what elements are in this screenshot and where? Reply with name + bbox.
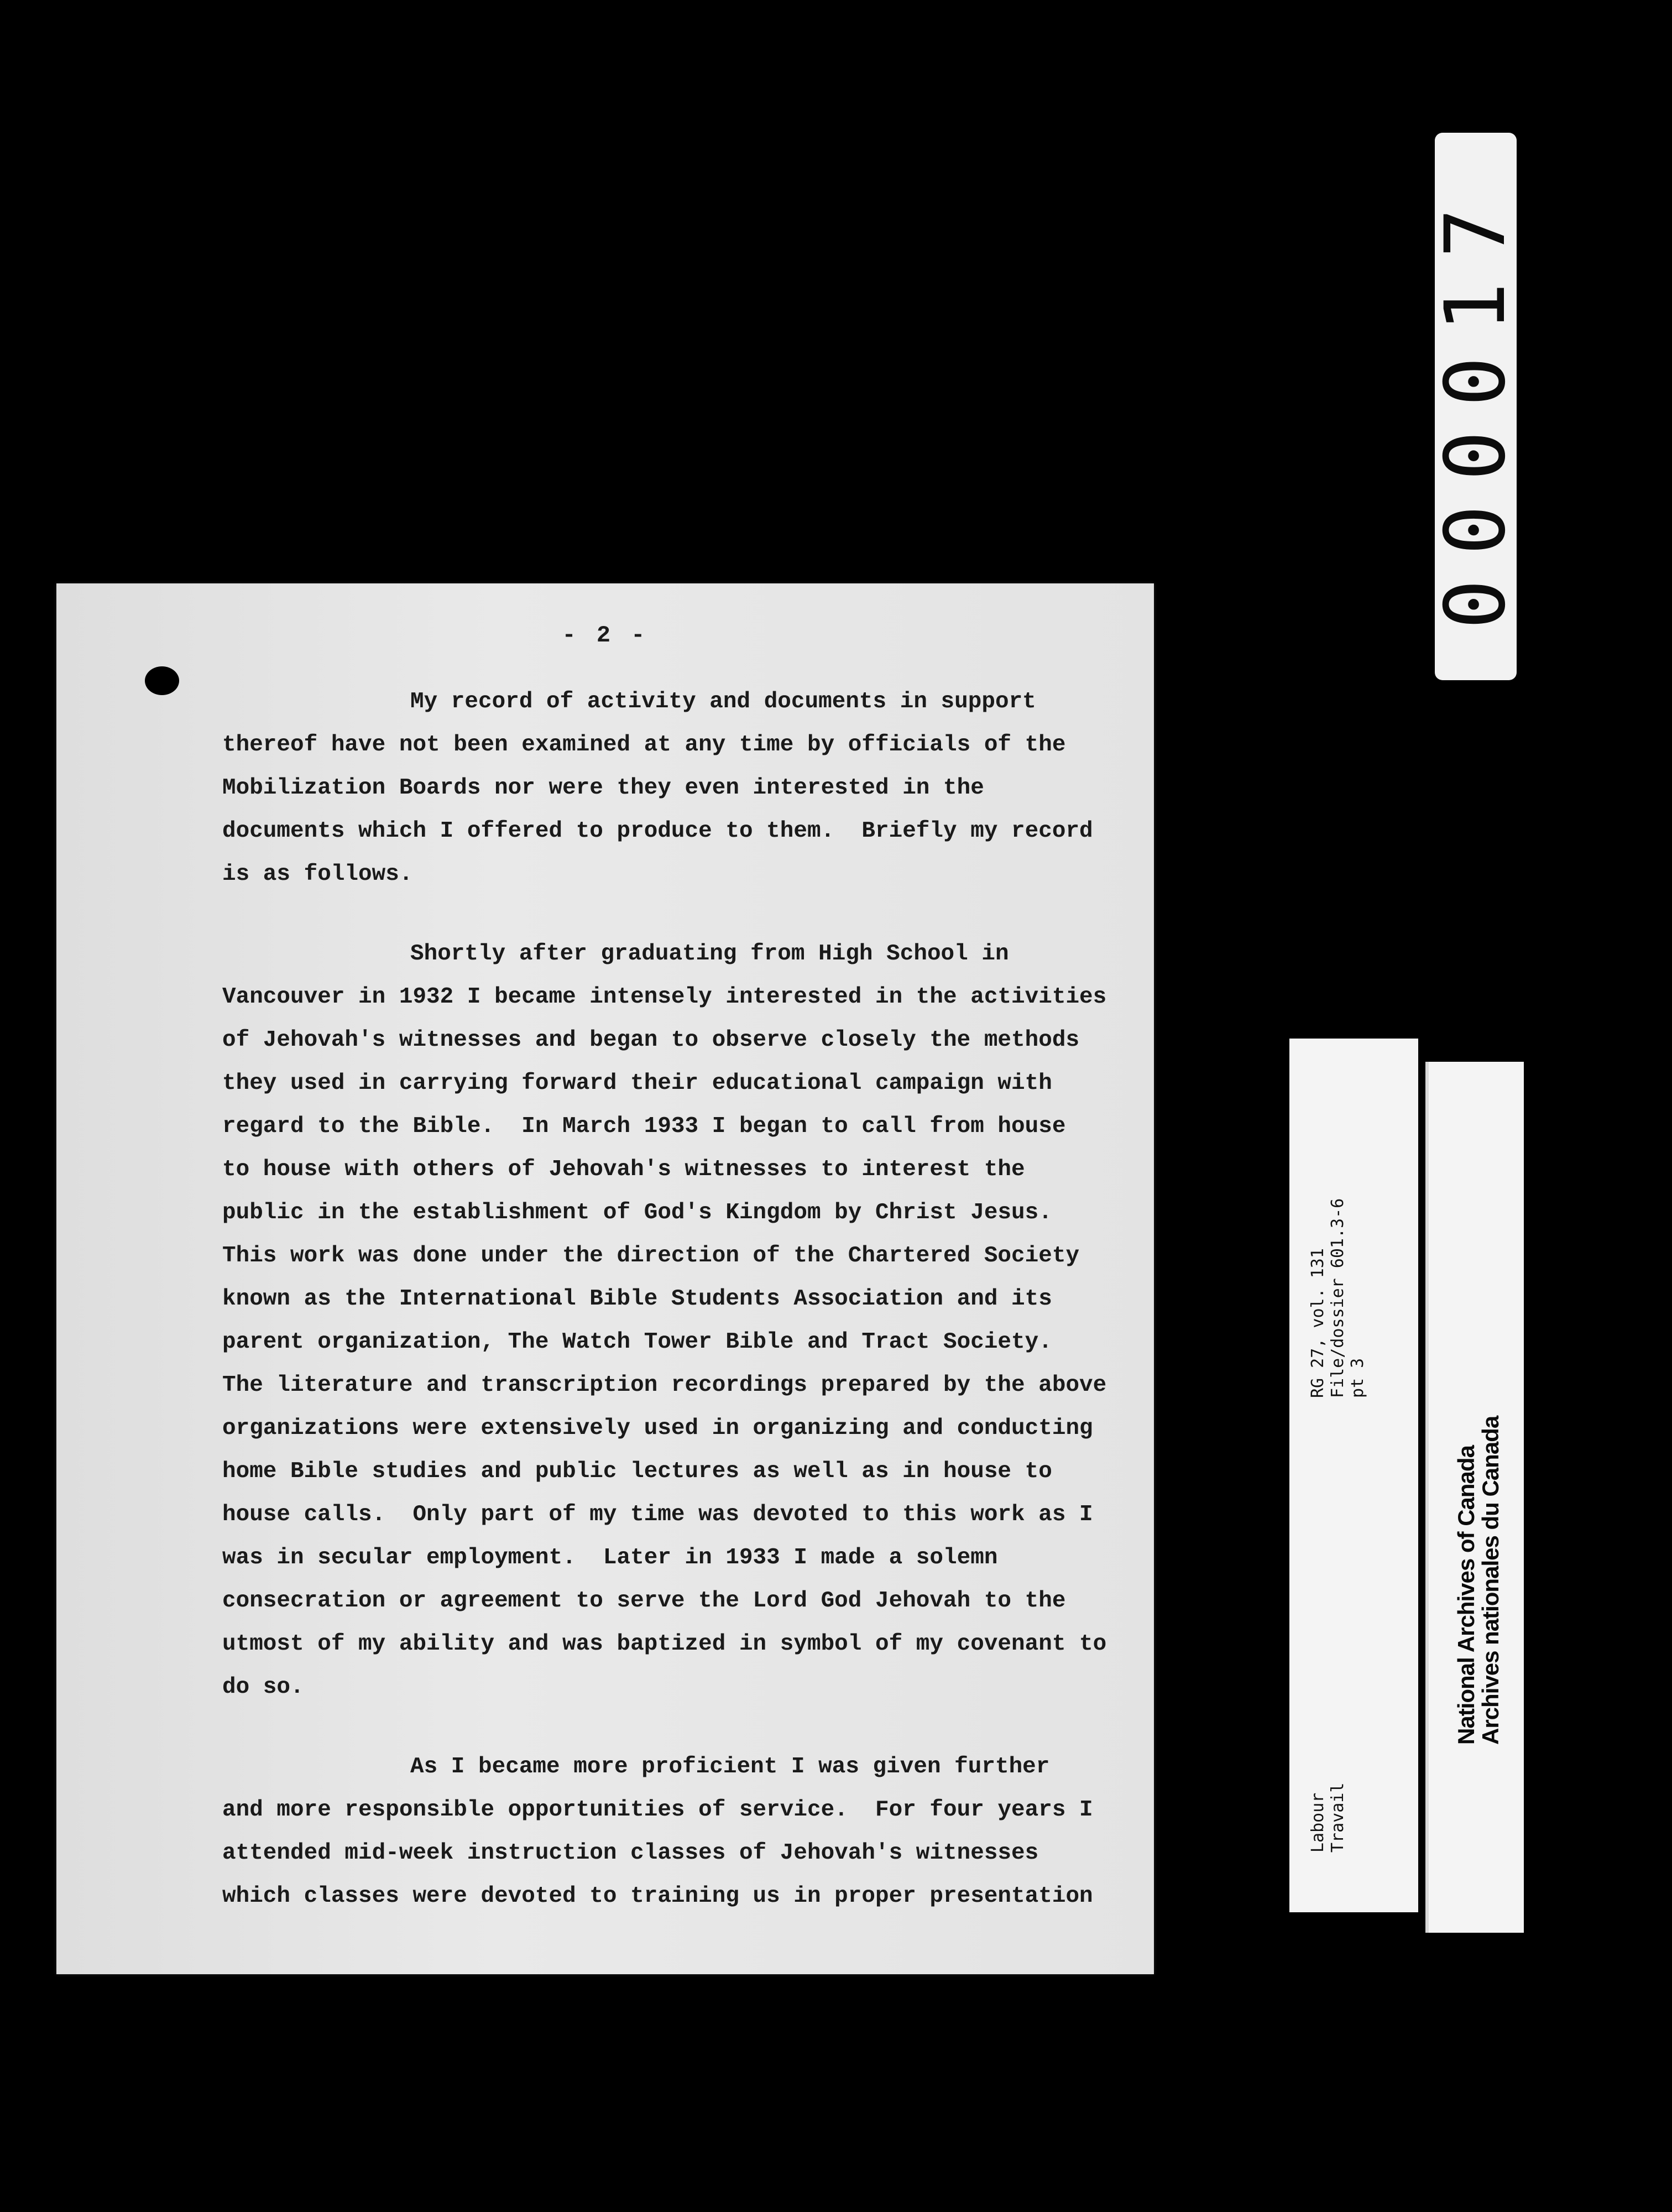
frame-number-strip [1428, 133, 1524, 680]
text-line: organizations were extensively used in organizing and conducting [222, 1416, 1093, 1441]
text-line: do so. [222, 1674, 304, 1700]
department-en: Labour [1308, 1792, 1328, 1853]
text-line: which classes were devoted to training us in proper presentation [222, 1884, 1093, 1909]
page-number: - 2 - [562, 622, 649, 649]
archives-name-fr: Archives nationales du Canada [1477, 1416, 1503, 1745]
text-line: was in secular employment. Later in 1933 I made a solemn [222, 1545, 998, 1571]
archives-name-en: National Archives of Canada [1453, 1446, 1479, 1745]
paragraph-1 [222, 680, 1129, 896]
text-line: documents which I offered to produce to them. Briefly my record [222, 818, 1093, 844]
text-line: home Bible studies and public lectures as well as in house to [222, 1459, 1052, 1484]
text-line: Shortly after graduating from High School in [410, 941, 1009, 967]
text-line: This work was done under the direction of the Chartered Society [222, 1243, 1080, 1269]
paragraph-2 [222, 932, 1129, 1709]
document-body [222, 680, 1129, 1954]
reference-label [1289, 1039, 1418, 1912]
text-line: The literature and transcription recordings prepared by the above [222, 1373, 1107, 1398]
text-line: house calls. Only part of my time was devoted to this work as I [222, 1502, 1093, 1527]
record-group: RG 27, vol. 131 [1308, 1248, 1328, 1398]
text-line: is as follows. [222, 862, 413, 887]
text-line: utmost of my ability and was baptized in symbol of my covenant to [222, 1631, 1107, 1657]
text-line: and more responsible opportunities of service. For four years I [222, 1797, 1093, 1823]
department-fr: Travail [1328, 1782, 1347, 1853]
text-line: they used in carrying forward their educational campaign with [222, 1071, 1052, 1096]
text-line: to house with others of Jehovah's witnesses to interest the [222, 1157, 1025, 1182]
frame-number: 000017 [1428, 184, 1524, 629]
file-number: File/dossier 601.3-6 [1328, 1198, 1347, 1398]
text-line: consecration or agreement to serve the Lord God Jehovah to the [222, 1588, 1066, 1614]
part-number: pt 3 [1348, 1358, 1367, 1398]
department-block [1308, 1783, 1348, 1853]
typed-document-page [56, 583, 1154, 1974]
text-line: thereof have not been examined at any time by officials of the [222, 732, 1066, 758]
reference-block [1308, 1198, 1368, 1398]
text-line: public in the establishment of God's Kingdom by Christ Jesus. [222, 1200, 1052, 1225]
punch-hole [145, 666, 179, 695]
paragraph-3 [222, 1745, 1129, 1918]
text-line: parent organization, The Watch Tower Bible and Tract Society. [222, 1329, 1052, 1355]
text-line: My record of activity and documents in support [410, 689, 1036, 714]
archives-label [1425, 1062, 1524, 1933]
text-line: of Jehovah's witnesses and began to observe closely the methods [222, 1027, 1080, 1053]
text-line: known as the International Bible Students Association and its [222, 1286, 1052, 1312]
text-line: Vancouver in 1932 I became intensely interested in the activities [222, 984, 1107, 1010]
text-line: attended mid-week instruction classes of Jehovah's witnesses [222, 1840, 1039, 1866]
text-line: Mobilization Boards nor were they even interested in the [222, 775, 984, 801]
text-line: regard to the Bible. In March 1933 I began to call from house [222, 1114, 1066, 1139]
text-line: As I became more proficient I was given further [410, 1754, 1050, 1780]
